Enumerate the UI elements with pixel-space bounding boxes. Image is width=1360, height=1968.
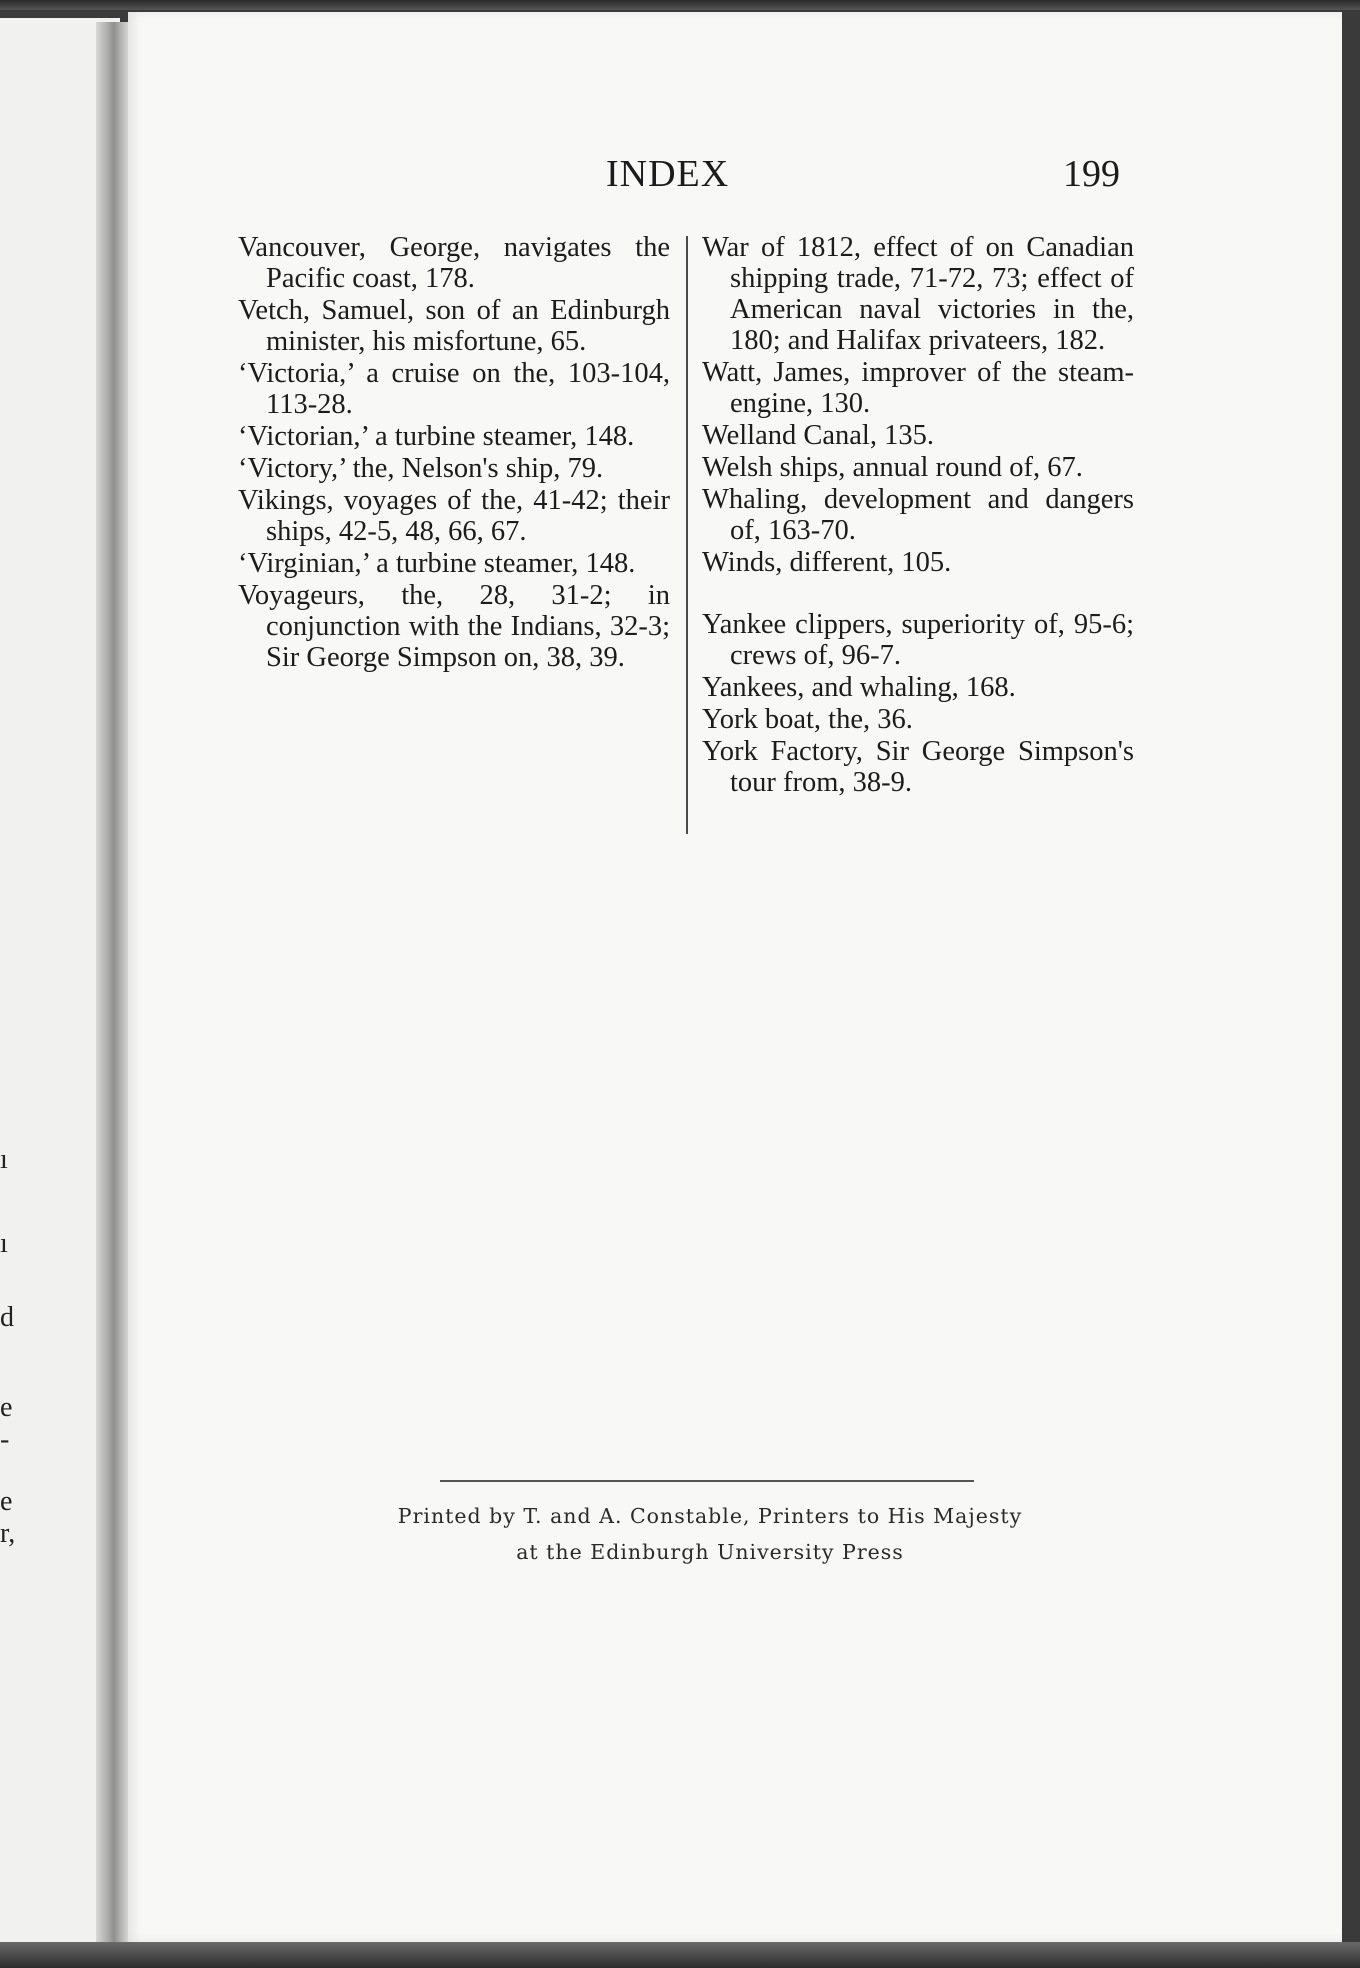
previous-page-fragment: d <box>0 1302 14 1333</box>
index-entry: Winds, different, 105. <box>702 547 952 578</box>
scan-bottom-edge <box>0 1942 1360 1968</box>
footer-rule <box>440 1480 974 1482</box>
index-column-right <box>702 232 1134 799</box>
previous-page-fragment: e <box>0 1486 13 1517</box>
index-entry: Vetch, Samuel, son of an Edinburgh minister, his misfortune, 65. <box>238 295 670 357</box>
index-entry: York boat, the, 36. <box>702 704 913 735</box>
index-entry: Vancouver, George, navigates the Pacific coast, 178. <box>238 232 670 294</box>
previous-page-fragment: r, <box>0 1518 16 1549</box>
previous-page-fragment: ı <box>0 1144 8 1175</box>
index-entry: ‘Victoria,’ a cruise on the, 103-104, 113-28. <box>238 358 670 420</box>
index-entry: Vikings, voyages of the, 41-42; their ships, 42-5, 48, 66, 67. <box>238 485 670 547</box>
previous-page-fragment: e <box>0 1392 13 1423</box>
index-entry: York Factory, Sir George Simpson's tour from, 38-9. <box>702 736 1134 798</box>
book-gutter <box>96 22 132 1942</box>
index-entry: ‘Virginian,’ a turbine steamer, 148. <box>238 548 636 579</box>
index-entry: Whaling, development and dangers of, 163-70. <box>702 484 1134 546</box>
page-number: 199 <box>1063 153 1120 195</box>
index-entry: ‘Victorian,’ a turbine steamer, 148. <box>238 421 635 452</box>
index-entry: Watt, James, improver of the steam-engine, 130. <box>702 357 1134 419</box>
index-entry: Yankees, and whaling, 168. <box>702 672 1016 703</box>
index-entry: Welland Canal, 135. <box>702 420 934 451</box>
printer-imprint-location: at the Edinburgh University Press <box>516 1540 904 1564</box>
index-entry: ‘Victory,’ the, Nelson's ship, 79. <box>238 453 604 484</box>
index-entry: Voyageurs, the, 28, 31-2; in conjunction with the Indians, 32-3; Sir George Simpson on, 38, 39. <box>238 580 670 673</box>
index-entry: Welsh ships, annual round of, 67. <box>702 452 1083 483</box>
index-entry: Yankee clippers, superiority of, 95-6; crews of, 96-7. <box>702 609 1134 671</box>
printer-imprint: Printed by T. and A. Constable, Printers to His Majesty <box>397 1504 1023 1528</box>
previous-page-fragment: - <box>0 1424 10 1455</box>
index-entry: War of 1812, effect of on Canadian shipping trade, 71-72, 73; effect of American naval victories in the, 180; and Halifax privateers, 182. <box>702 232 1134 356</box>
previous-page-fragment: ı <box>0 1228 8 1259</box>
running-head: INDEX <box>606 153 730 195</box>
column-divider <box>686 236 688 834</box>
scan-top-edge <box>0 0 1360 10</box>
index-column-left <box>238 232 670 674</box>
